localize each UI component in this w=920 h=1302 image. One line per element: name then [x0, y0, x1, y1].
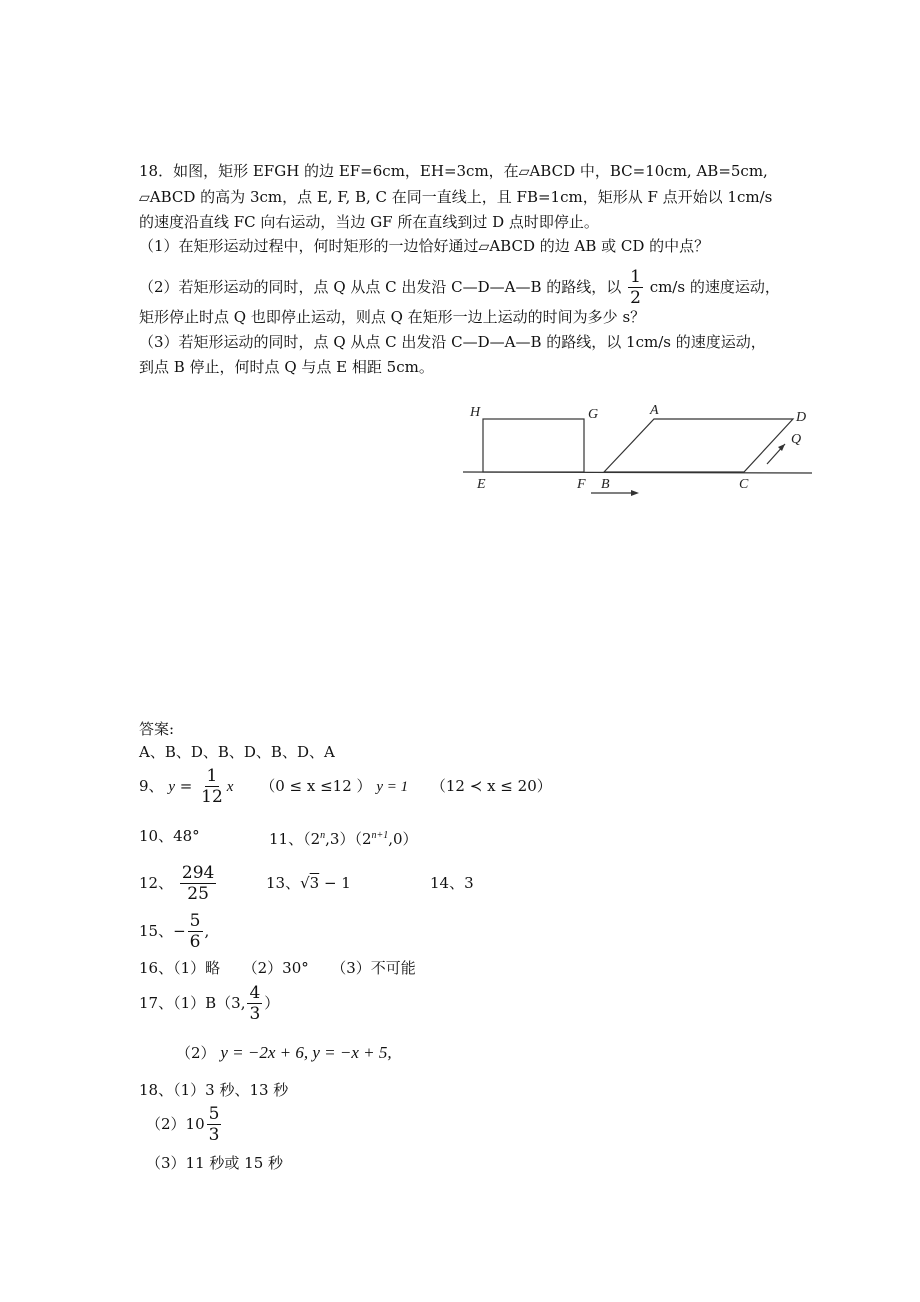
parallelogram-abcd [604, 419, 793, 472]
answer-18-2: （2）10 $\frac{5}{3}$ [146, 1104, 220, 1145]
question-2-cont: 矩形停止时点 Q 也即停止运动，则点 Q 在矩形一边上运动的时间为多少 s？ [139, 308, 646, 326]
question-3-cont: 到点 B 停止，何时点 Q 与点 E 相距 5cm。 [139, 358, 434, 376]
answers-heading: 答案: [139, 720, 175, 738]
rectangle-efgh [483, 419, 584, 472]
answer-17-1: 17、（1）B（3, $\frac{4}{3}$ ） [139, 983, 280, 1024]
parallelogram-icon: ▱ [478, 239, 490, 255]
radical-icon: √ [300, 874, 310, 892]
answers-choices: A、B、D、B、D、B、D、A [139, 743, 335, 761]
answer-9-fraction: $\frac{1}{12}$ [201, 766, 223, 807]
answer-14: 14、3 [430, 874, 474, 892]
label-c: C [739, 477, 749, 492]
parallelogram-icon: ▱ [518, 164, 530, 180]
answer-10: 10、48° [139, 827, 200, 845]
label-q: Q [791, 432, 802, 447]
answer-11: 11、$(2^n,3)(2^{n+1},0)$ [269, 830, 418, 848]
question-3: （3）若矩形运动的同时，点 Q 从点 C 出发沿 C—D—A—B 的路线，以 1cm/s 的速度运动， [139, 333, 766, 351]
answer-18-1: 18、（1）3 秒、13 秒 [139, 1081, 289, 1099]
label-a: A [650, 403, 659, 418]
label-g: G [588, 407, 599, 422]
problem-line-2: ▱ABCD 的高为 3cm，点 E, F, B, C 在同一直线上，且 FB=1cm，矩形从 F 点开始以 1cm/s [139, 188, 773, 206]
answer-12-fraction: $\frac{294}{25}$ [181, 863, 215, 904]
label-f: F [577, 477, 586, 492]
question-1: （1）在矩形运动过程中，何时矩形的一边恰好通过▱ABCD 的边 AB 或 CD 的中点？ [139, 237, 710, 255]
answer-9: 9、 y = $\frac{1}{12}$ x （0 ≤ x ≤12 ） y = 1 （12 ≺ x ≤ 20） [139, 766, 552, 807]
answer-17-fraction: $\frac{4}{3}$ [249, 983, 261, 1024]
geometry-figure [455, 395, 820, 510]
parallelogram-icon: ▱ [139, 190, 150, 206]
answer-18-3: （3）11 秒或 15 秒 [146, 1154, 284, 1172]
label-h: H [470, 405, 481, 420]
answer-16: 16、（1）略 （2）30° （3）不可能 [139, 959, 416, 977]
answer-17-2: （2） y = −2x + 6, y = −x + 5, [176, 1043, 392, 1062]
speed-fraction: $\frac{1}{2}$ [630, 267, 641, 308]
label-d: D [796, 410, 807, 425]
problem-number: 18． [139, 162, 174, 180]
answer-13: 13、√3 − 1 [266, 874, 351, 892]
problem-line-1: 18．如图，矩形 EFGH 的边 EF=6cm，EH=3cm，在▱ABCD 中，BC=10cm, AB=5cm, [139, 162, 768, 180]
answer-15: 15、− $\frac{5}{6}$ , [139, 911, 210, 952]
answer-18-fraction: $\frac{5}{3}$ [208, 1104, 220, 1145]
answer-15-fraction: $\frac{5}{6}$ [189, 911, 201, 952]
label-b: B [601, 477, 610, 492]
motion-arrow-head-icon [631, 490, 639, 496]
problem-line-3: 的速度沿直线 FC 向右运动，当边 GF 所在直线到过 D 点时即停止。 [139, 213, 599, 231]
answer-12: 12、 $\frac{294}{25}$ [139, 863, 215, 904]
label-e: E [477, 477, 486, 492]
question-2: （2）若矩形运动的同时，点 Q 从点 C 出发沿 C—D—A—B 的路线，以 $\frac{1}{2}$ cm/s 的速度运动， [139, 267, 780, 308]
